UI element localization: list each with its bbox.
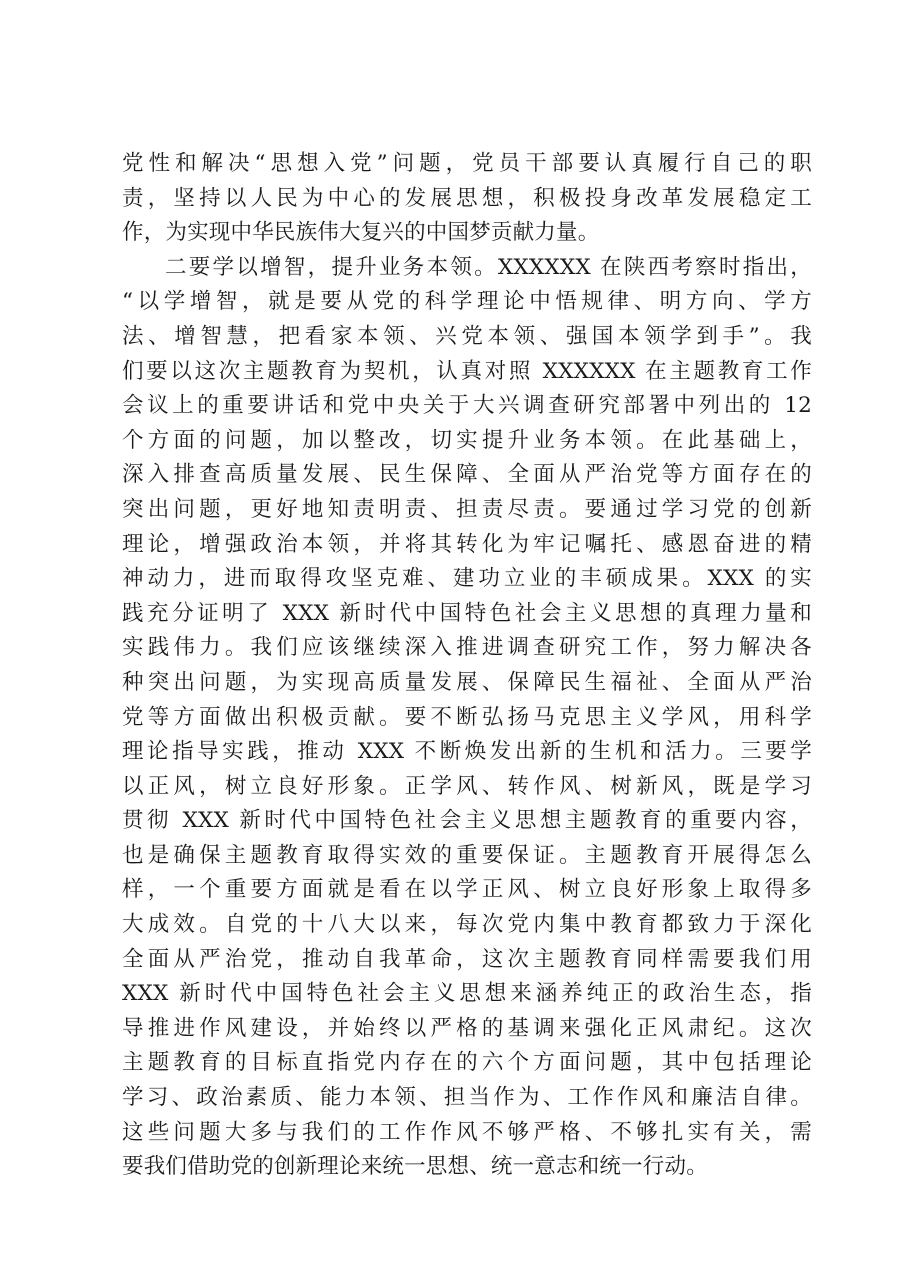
text-line: 也是确保主题教育取得实效的重要保证。主题教育开展得怎么 — [122, 842, 812, 868]
text-line: 深入排查高质量发展、民生保障、全面从严治党等方面存在的 — [122, 462, 812, 488]
text-line: 党等方面做出积极贡献。要不断弘扬马克思主义学风，用科学 — [122, 704, 812, 730]
text-line: 党性和解决“思想入党”问题，党员干部要认真履行自己的职 — [122, 151, 812, 176]
text-line: 要我们借助党的创新理论来统一思想、统一意志和统一行动。 — [122, 1154, 708, 1180]
text-line: 责，坚持以人民为中心的发展思想，积极投身改革发展稳定工 — [122, 185, 812, 211]
text-line: 实践伟力。我们应该继续深入推进调查研究工作，努力解决各 — [122, 635, 812, 661]
text-line: XXX 新时代中国特色社会主义思想来涵养纯正的政治生态，指 — [122, 981, 812, 1007]
text-line: 全面从严治党，推动自我革命，这次主题教育同样需要我们用 — [122, 946, 812, 972]
text-line: 贯彻 XXX 新时代中国特色社会主义思想主题教育的重要内容， — [122, 808, 812, 834]
text-line: 这些问题大多与我们的工作作风不够严格、不够扎实有关，需 — [122, 1119, 812, 1145]
text-line: 突出问题，更好地知责明责、担责尽责。要通过学习党的创新 — [122, 496, 812, 522]
paragraph — [122, 251, 812, 1185]
text-line: 神动力，进而取得攻坚克难、建功立业的丰硕成果。XXX 的实 — [122, 566, 812, 592]
text-line: 种突出问题，为实现高质量发展、保障民生福祉、全面从严治 — [122, 669, 812, 695]
document-body — [122, 147, 812, 1185]
text-line: 导推进作风建设，并始终以严格的基调来强化正风肃纪。这次 — [122, 1015, 812, 1041]
text-line: 作，为实现中华民族伟大复兴的中国梦贡献力量。 — [122, 220, 600, 246]
text-line: 理论，增强政治本领，并将其转化为牢记嘱托、感恩奋进的精 — [122, 531, 812, 557]
text-line: 样，一个重要方面就是看在以学正风、树立良好形象上取得多 — [122, 877, 812, 903]
text-line: 个方面的问题，加以整改，切实提升业务本领。在此基础上， — [122, 427, 812, 453]
text-line: 们要以这次主题教育为契机，认真对照 XXXXXX 在主题教育工作 — [122, 358, 812, 384]
text-line: 二要学以增智，提升业务本领。XXXXXX 在陕西考察时指出， — [165, 254, 812, 280]
text-line: 理论指导实践，推动 XXX 不断焕发出新的生机和活力。三要学 — [122, 739, 812, 765]
text-line: “以学增智，就是要从党的科学理论中悟规律、明方向、学方 — [122, 289, 812, 315]
paragraph — [122, 147, 812, 251]
text-line: 法、增智慧，把看家本领、兴党本领、强国本领学到手”。我 — [122, 323, 812, 349]
text-line: 大成效。自党的十八大以来，每次党内集中教育都致力于深化 — [122, 912, 812, 938]
text-line: 学习、政治素质、能力本领、担当作为、工作作风和廉洁自律。 — [122, 1085, 812, 1111]
text-line: 主题教育的目标直指党内存在的六个方面问题，其中包括理论 — [122, 1050, 812, 1076]
text-line: 会议上的重要讲话和党中央关于大兴调查研究部署中列出的 12 — [122, 393, 812, 419]
text-line: 践充分证明了 XXX 新时代中国特色社会主义思想的真理力量和 — [122, 600, 812, 626]
text-line: 以正风，树立良好形象。正学风、转作风、树新风，既是学习 — [122, 773, 812, 799]
